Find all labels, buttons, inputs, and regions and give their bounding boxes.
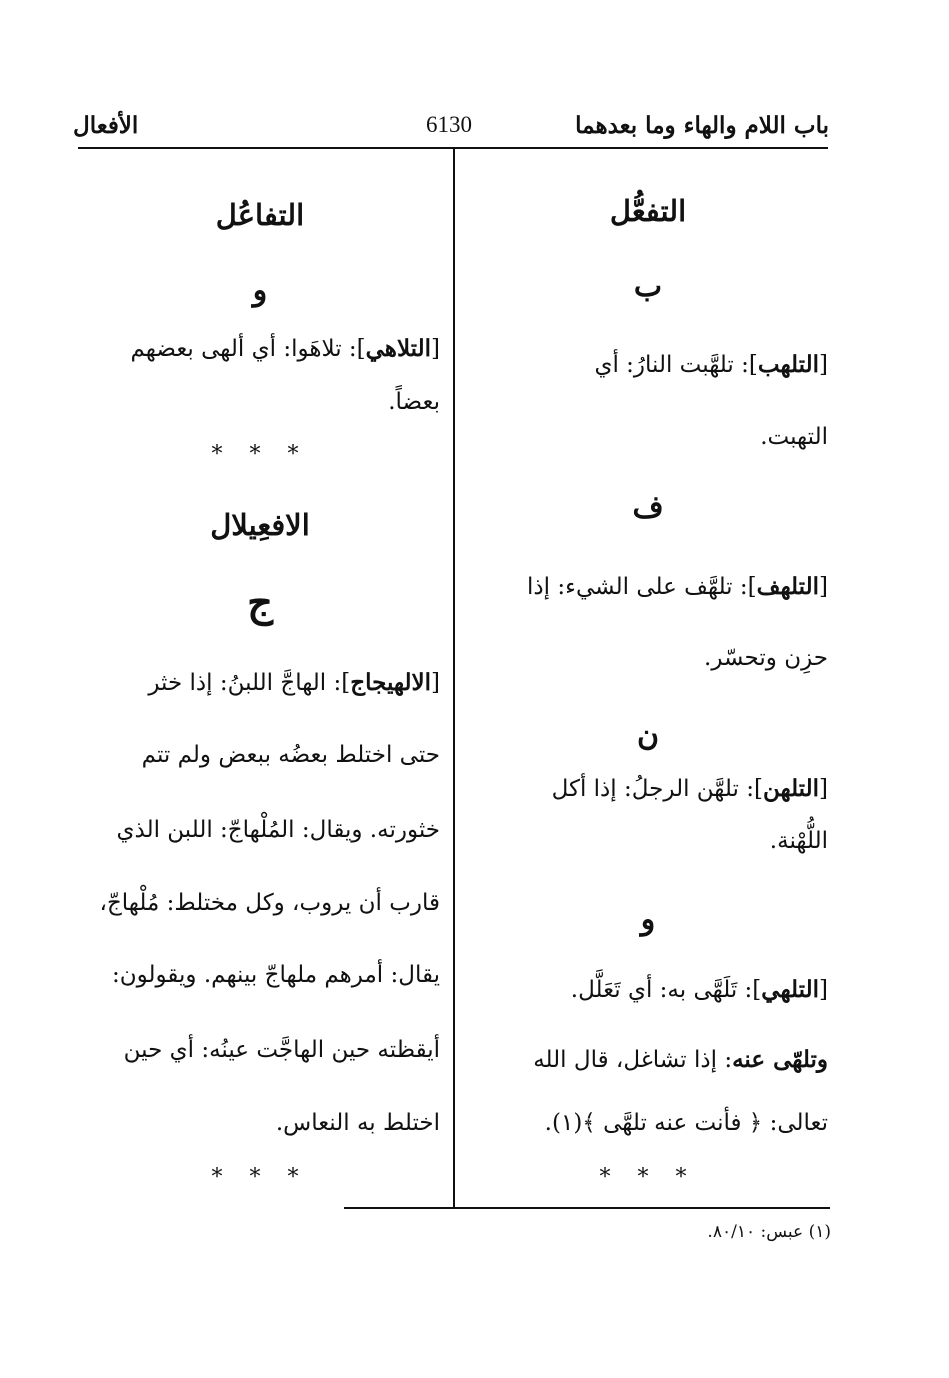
entry-talahhub-cont: التهبت. xyxy=(760,424,828,450)
footnote: (١) عبس: ٨٠/١٠. xyxy=(707,1222,831,1242)
letter-waw-right: و xyxy=(640,902,656,937)
headword: الالهيجاج xyxy=(350,669,432,696)
letter-nun: ن xyxy=(636,718,660,753)
heading-tafaul: التفاعُل xyxy=(215,198,305,232)
entry-talahhun: [التلهن]: تلهَّن الرجلُ: إذا أكل xyxy=(551,775,828,802)
chapter-title: باب اللام والهاء وما بعدهما xyxy=(575,112,829,139)
entry-talahi: [التلاهي]: تلاهَوا: أي ألهى بعضهم xyxy=(130,335,440,362)
entry-talahhuf: [التلهف]: تلهَّف على الشيء: إذا xyxy=(527,573,828,600)
entry-ilhijaj-1: [الالهيجاج]: الهاجَّ اللبنُ: إذا خثر xyxy=(148,669,440,696)
entry-talahhuf-cont: حزِن وتحسّر. xyxy=(704,645,828,671)
footnote-rule xyxy=(344,1207,830,1209)
separator-stars-right: * * * xyxy=(599,1165,697,1190)
heading-ifiilal: الافعِيلال xyxy=(210,508,310,542)
entry-talahhi: [التلهي]: تَلَهَّى به: أي تَعَلَّل. xyxy=(570,976,828,1003)
entry-talahhub: [التلهب]: تلهَّبت النارُ: أي xyxy=(594,351,828,378)
entry-talahi-cont: بعضاً. xyxy=(388,389,440,415)
entry-talahhi-3: تعالى: ﴿ فأنت عنه تلهَّى ﴾(١). xyxy=(544,1110,828,1136)
page-number: 6130 xyxy=(426,112,472,137)
separator-stars-left-1: * * * xyxy=(211,442,309,467)
headword: التلهي xyxy=(761,976,820,1003)
entry-ilhijaj-2: حتى اختلط بعضُه ببعض ولم تتم xyxy=(141,742,440,768)
entry-ilhijaj-3: خثورته. ويقال: المُلْهاجّ: اللبن الذي xyxy=(116,817,440,843)
sub-headword: وتلهّى عنه xyxy=(732,1046,828,1073)
entry-talahhun-cont: اللُّهْنة. xyxy=(769,828,828,854)
letter-waw-left: و xyxy=(252,273,268,308)
heading-tafaaul: التفعُّل xyxy=(609,194,687,228)
column-divider xyxy=(453,149,455,1207)
letter-fa: ف xyxy=(632,490,664,525)
entry-ilhijaj-6: أيقظته حين الهاجَّت عينُه: أي حين xyxy=(123,1037,440,1063)
separator-stars-left-2: * * * xyxy=(211,1165,309,1190)
section-title: الأفعال xyxy=(73,112,139,139)
headword: التلهب xyxy=(757,351,820,378)
entry-talahhi-2: وتلهّى عنه: إذا تشاغل، قال الله xyxy=(533,1046,828,1073)
entry-ilhijaj-4: قارب أن يروب، وكل مختلط: مُلْهاجّ، xyxy=(99,890,440,916)
entry-ilhijaj-7: اختلط به النعاس. xyxy=(275,1110,440,1136)
letter-ba: ب xyxy=(633,269,663,304)
headword: التلاهي xyxy=(365,335,432,362)
headword: التلهن xyxy=(762,775,820,802)
entry-ilhijaj-5: يقال: أمرهم ملهاجّ بينهم. ويقولون: xyxy=(111,962,440,988)
headword: التلهف xyxy=(756,573,820,600)
letter-jim: ج xyxy=(247,579,273,626)
